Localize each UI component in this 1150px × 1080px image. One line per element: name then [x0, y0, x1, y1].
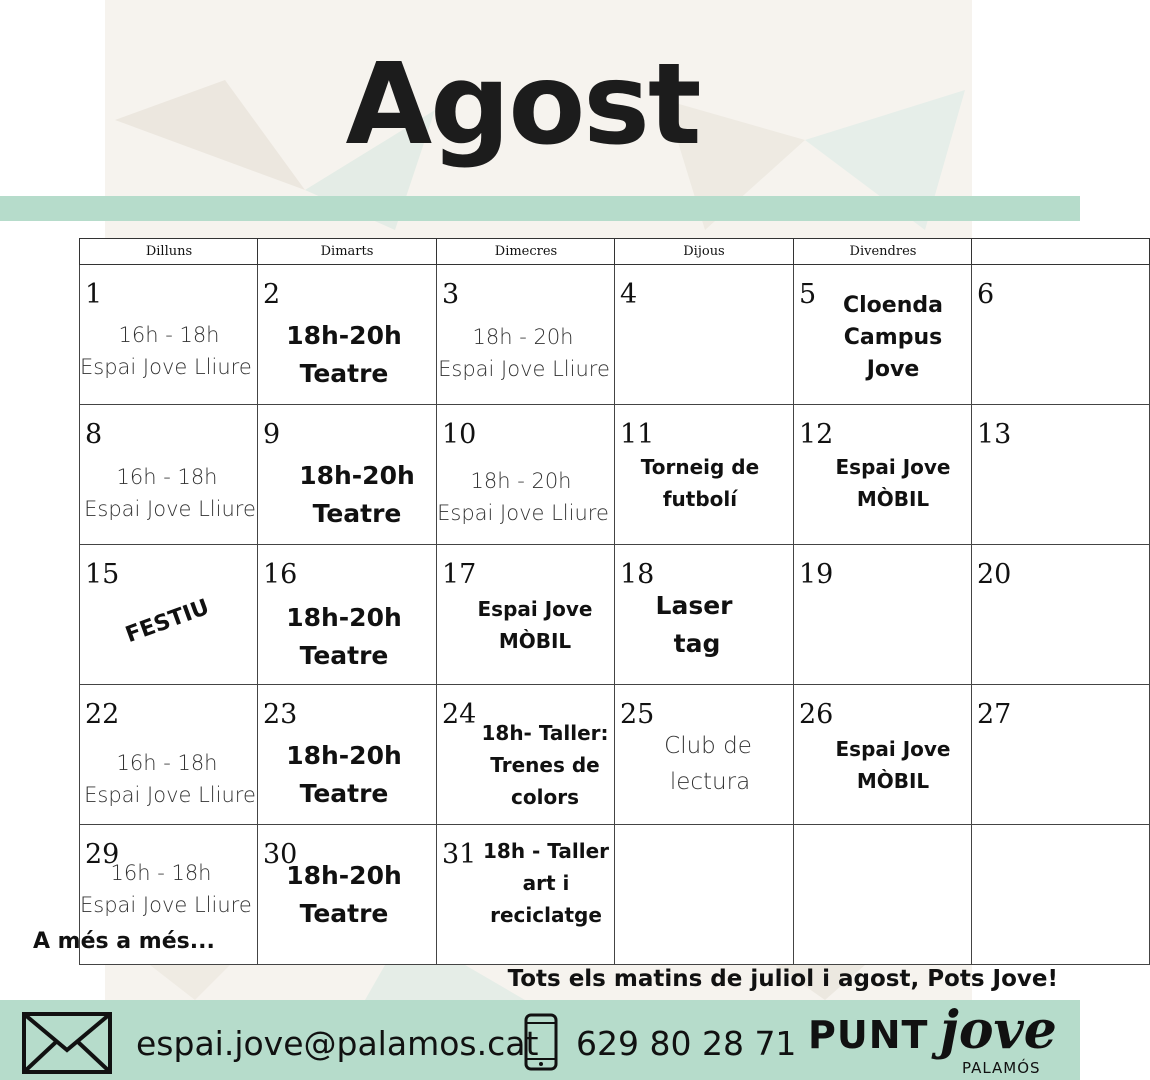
day-number: 15 — [85, 559, 120, 590]
day-number: 1 — [85, 279, 103, 310]
day-number: 12 — [799, 419, 834, 450]
day-cell[interactable] — [614, 685, 793, 825]
event-title: Jove — [866, 357, 920, 382]
day-number: 31 — [442, 839, 477, 870]
day-cell[interactable] — [436, 545, 615, 685]
weekday-header: Dimarts — [257, 238, 436, 265]
day-cell[interactable] — [79, 685, 258, 825]
event-title: Espai Jove Lliure — [438, 357, 610, 381]
day-number: 22 — [85, 699, 120, 730]
day-number: 19 — [799, 559, 834, 590]
event-time: 18h-20h — [286, 741, 402, 770]
event-title: Campus — [843, 325, 943, 350]
logo-text: PUNT — [808, 1013, 929, 1057]
day-number: 3 — [442, 279, 460, 310]
calendar — [79, 238, 1012, 928]
event-title: Club de — [664, 733, 752, 759]
day-cell[interactable] — [793, 685, 972, 825]
day-cell[interactable] — [971, 545, 1150, 685]
weekday-header: Dijous — [614, 238, 793, 265]
day-cell[interactable] — [257, 545, 436, 685]
event-time: 18h - 20h — [472, 325, 574, 349]
day-number: 27 — [977, 699, 1012, 730]
day-number: 10 — [442, 419, 477, 450]
day-cell[interactable] — [79, 545, 258, 685]
day-cell[interactable] — [614, 405, 793, 545]
event-time: 18h-20h — [299, 461, 415, 490]
event-title: Espai Jove — [835, 455, 951, 479]
event-title: reciclatge — [490, 903, 602, 927]
day-cell[interactable] — [793, 545, 972, 685]
event-title: Laser — [655, 591, 733, 620]
extra-text: Tots els matins de juliol i agost, Pots Jove! — [507, 966, 1058, 992]
day-cell[interactable] — [436, 405, 615, 545]
event-title: art i — [522, 871, 570, 895]
day-cell[interactable] — [257, 685, 436, 825]
event-time: 16h - 18h — [110, 861, 212, 885]
day-cell[interactable] — [971, 685, 1150, 825]
day-number: 2 — [263, 279, 281, 310]
event-title: MÒBIL — [856, 487, 930, 511]
event-title: Espai Jove Lliure — [84, 497, 256, 521]
event-title: Torneig de — [640, 455, 760, 479]
day-cell[interactable] — [257, 265, 436, 405]
day-cell[interactable] — [614, 265, 793, 405]
logo-script: jove — [940, 1000, 1057, 1061]
event-title: Teatre — [299, 359, 389, 388]
email-link[interactable]: espai.jove@palamos.cat — [136, 1024, 539, 1063]
day-cell[interactable] — [614, 545, 793, 685]
phone-number[interactable]: 629 80 28 71 — [576, 1024, 797, 1063]
day-cell[interactable] — [257, 405, 436, 545]
weekday-header: Dimecres — [436, 238, 615, 265]
day-cell[interactable] — [436, 265, 615, 405]
holiday-label: FESTIU — [122, 594, 213, 649]
event-title: Teatre — [299, 641, 389, 670]
day-number: 29 — [85, 839, 120, 870]
event-title: Espai Jove Lliure — [84, 783, 256, 807]
day-cell[interactable] — [971, 265, 1150, 405]
day-number: 11 — [620, 419, 655, 450]
weekday-header: Divendres — [793, 238, 972, 265]
event-title: 18h - Taller — [483, 839, 609, 863]
day-number: 20 — [977, 559, 1012, 590]
event-title: Trenes de — [490, 753, 600, 777]
day-cell[interactable] — [793, 825, 972, 965]
day-cell[interactable] — [614, 825, 793, 965]
event-time: 16h - 18h — [118, 323, 220, 347]
day-number: 13 — [977, 419, 1012, 450]
day-number: 17 — [442, 559, 477, 590]
event-title: Cloenda — [843, 293, 943, 318]
day-number: 8 — [85, 419, 103, 450]
event-title: tag — [673, 629, 721, 658]
logo-place: PALAMÓS — [962, 1059, 1041, 1077]
event-title: colors — [511, 785, 579, 809]
event-time: 18h-20h — [286, 603, 402, 632]
day-number: 30 — [263, 839, 298, 870]
day-number: 16 — [263, 559, 298, 590]
event-title: lectura — [669, 769, 751, 795]
event-title: Teatre — [299, 899, 389, 928]
event-title: Teatre — [312, 499, 402, 528]
day-number: 24 — [442, 699, 477, 730]
event-title: MÒBIL — [498, 629, 572, 653]
top-band — [0, 196, 1080, 221]
event-title: Espai Jove — [835, 737, 951, 761]
event-title: Teatre — [299, 779, 389, 808]
event-title: 18h- Taller: — [481, 721, 609, 745]
day-cell[interactable] — [971, 825, 1150, 965]
day-cell[interactable] — [257, 825, 436, 965]
event-time: 18h - 20h — [470, 469, 572, 493]
phone-icon[interactable] — [524, 1013, 558, 1076]
event-title: Espai Jove Lliure — [80, 355, 252, 379]
event-time: 16h - 18h — [116, 751, 218, 775]
day-cell[interactable] — [79, 265, 258, 405]
day-number: 26 — [799, 699, 834, 730]
day-cell[interactable] — [971, 405, 1150, 545]
day-number: 9 — [263, 419, 281, 450]
event-title: futbolí — [662, 487, 738, 511]
day-cell[interactable] — [793, 265, 972, 405]
event-title: Espai Jove — [477, 597, 593, 621]
day-number: 5 — [799, 279, 817, 310]
day-number: 25 — [620, 699, 655, 730]
day-number: 6 — [977, 279, 995, 310]
day-cell[interactable] — [436, 685, 615, 825]
event-time: 16h - 18h — [116, 465, 218, 489]
event-title: Espai Jove Lliure — [80, 893, 252, 917]
day-number: 4 — [620, 279, 638, 310]
day-cell[interactable] — [793, 405, 972, 545]
extra-heading: A més a més... — [33, 929, 215, 954]
weekday-header — [971, 238, 1150, 265]
weekday-header: Dilluns — [79, 238, 258, 265]
day-number: 18 — [620, 559, 655, 590]
event-title: MÒBIL — [856, 769, 930, 793]
day-cell[interactable] — [79, 405, 258, 545]
event-time: 18h-20h — [286, 321, 402, 350]
day-cell[interactable] — [436, 825, 615, 965]
day-number: 23 — [263, 699, 298, 730]
calendar-grid — [79, 238, 1150, 928]
event-time: 18h-20h — [286, 861, 402, 890]
page-title: Agost — [345, 40, 700, 170]
mail-icon[interactable] — [22, 1012, 112, 1079]
event-title: Espai Jove Lliure — [437, 501, 609, 525]
